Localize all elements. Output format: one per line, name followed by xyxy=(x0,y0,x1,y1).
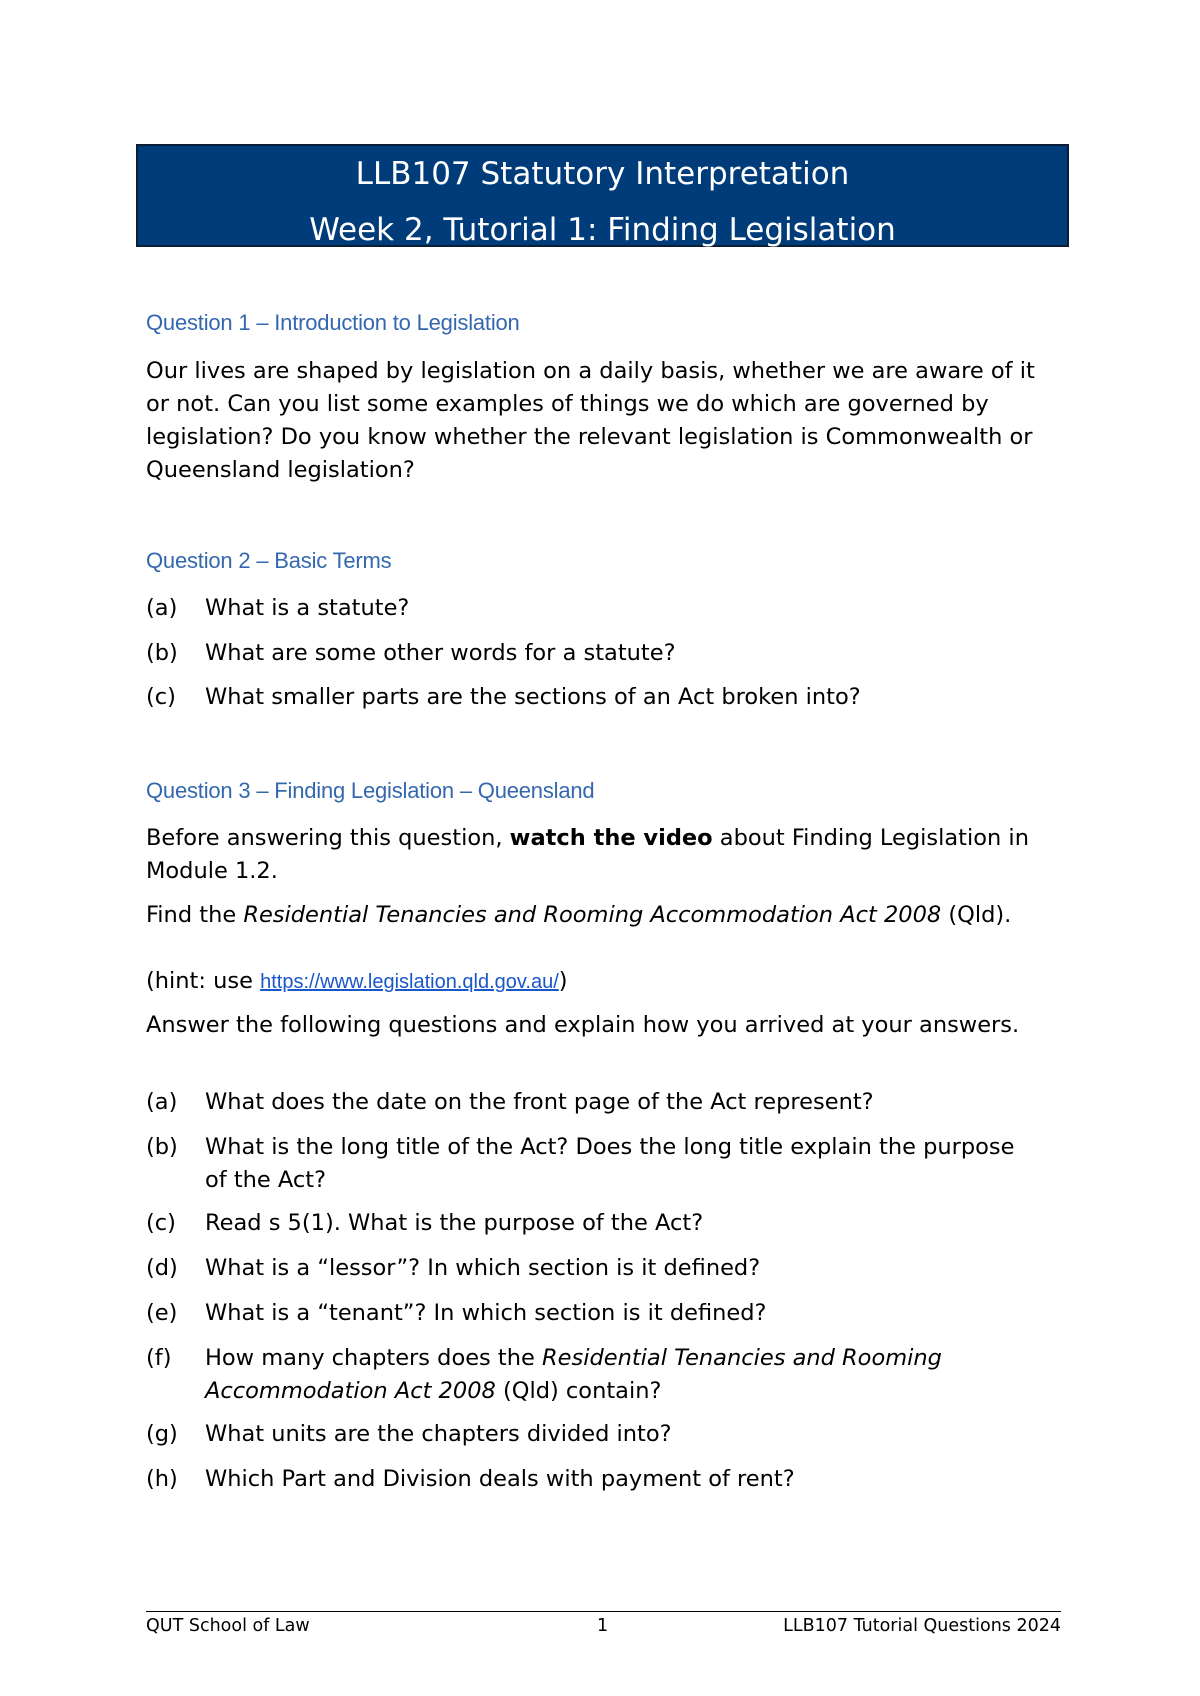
item-text: What is a “lessor”? In which section is it defined? xyxy=(205,1255,761,1281)
hint-text-end: ) xyxy=(558,968,568,994)
q1-heading: Question 1 – Introduction to Legislation xyxy=(146,310,520,335)
item-text: What are some other words for a statute? xyxy=(205,640,676,666)
act-title: Residential Tenancies and Rooming Accommodation Act 2008 xyxy=(205,1345,942,1404)
title-banner xyxy=(136,144,1069,247)
item-text: Which Part and Division deals with payment of rent? xyxy=(205,1466,795,1492)
find-text: Find the xyxy=(146,902,244,928)
item-text: What is a “tenant”? In which section is it defined? xyxy=(205,1300,767,1326)
footer-right: LLB107 Tutorial Questions 2024 xyxy=(783,1616,1061,1636)
intro-text: Before answering this question, xyxy=(146,825,510,851)
item-text: What smaller parts are the sections of an Act broken into? xyxy=(205,684,861,710)
intro-emphasis: watch the video xyxy=(509,825,713,851)
tutorial-title: Week 2, Tutorial 1: Finding Legislation xyxy=(309,212,896,248)
q1-body: Our lives are shaped by legislation on a daily basis, whether we are aware of it or not. Can you list some examples of things we do which are governed by legislation? Do you know whether the relevant legislation is Commonwealth or Queensland legislation? xyxy=(146,358,1035,483)
item-letter: (h) xyxy=(146,1466,178,1492)
item-letter: (a) xyxy=(146,1089,178,1115)
q3-find-act xyxy=(146,899,1061,932)
item-letter: (b) xyxy=(146,640,178,666)
item-letter: (c) xyxy=(146,1210,176,1236)
hint-text: (hint: use xyxy=(146,968,261,994)
item-letter: (b) xyxy=(146,1134,178,1160)
q3-answer-intro: Answer the following questions and explain how you arrived at your answers. xyxy=(146,1012,1020,1038)
legislation-link[interactable]: https://www.legislation.qld.gov.au/ xyxy=(260,971,559,993)
item-text: What is a statute? xyxy=(205,595,410,621)
item-letter: (f) xyxy=(146,1345,172,1371)
item-text: Read s 5(1). What is the purpose of the Act? xyxy=(205,1210,704,1236)
footer-divider xyxy=(146,1611,1061,1612)
q3-intro xyxy=(146,822,1061,888)
footer-left: QUT School of Law xyxy=(146,1616,310,1636)
course-title: LLB107 Statutory Interpretation xyxy=(355,156,850,192)
find-text-end: (Qld). xyxy=(941,902,1012,928)
item-letter: (a) xyxy=(146,595,178,621)
item-text-end: (Qld) contain? xyxy=(495,1378,662,1404)
intro-text-end: about Finding Legislation in Module 1.2. xyxy=(146,825,1029,884)
item-text: What units are the chapters divided into? xyxy=(205,1421,672,1447)
item-text-start: How many chapters does the xyxy=(205,1345,543,1371)
item-letter: (c) xyxy=(146,684,176,710)
item-letter: (e) xyxy=(146,1300,178,1326)
act-title: Residential Tenancies and Rooming Accommodation Act 2008 xyxy=(243,902,942,928)
item-text: What is the long title of the Act? Does the long title explain the purpose of the Act? xyxy=(205,1134,1015,1193)
item-text xyxy=(205,1342,1035,1408)
q3-hint xyxy=(146,965,1061,999)
q3-heading: Question 3 – Finding Legislation – Queensland xyxy=(146,778,595,803)
q2-heading: Question 2 – Basic Terms xyxy=(146,548,392,573)
item-letter: (g) xyxy=(146,1421,178,1447)
item-letter: (d) xyxy=(146,1255,178,1281)
page-number: 1 xyxy=(597,1616,609,1636)
item-text: What does the date on the front page of the Act represent? xyxy=(205,1089,874,1115)
